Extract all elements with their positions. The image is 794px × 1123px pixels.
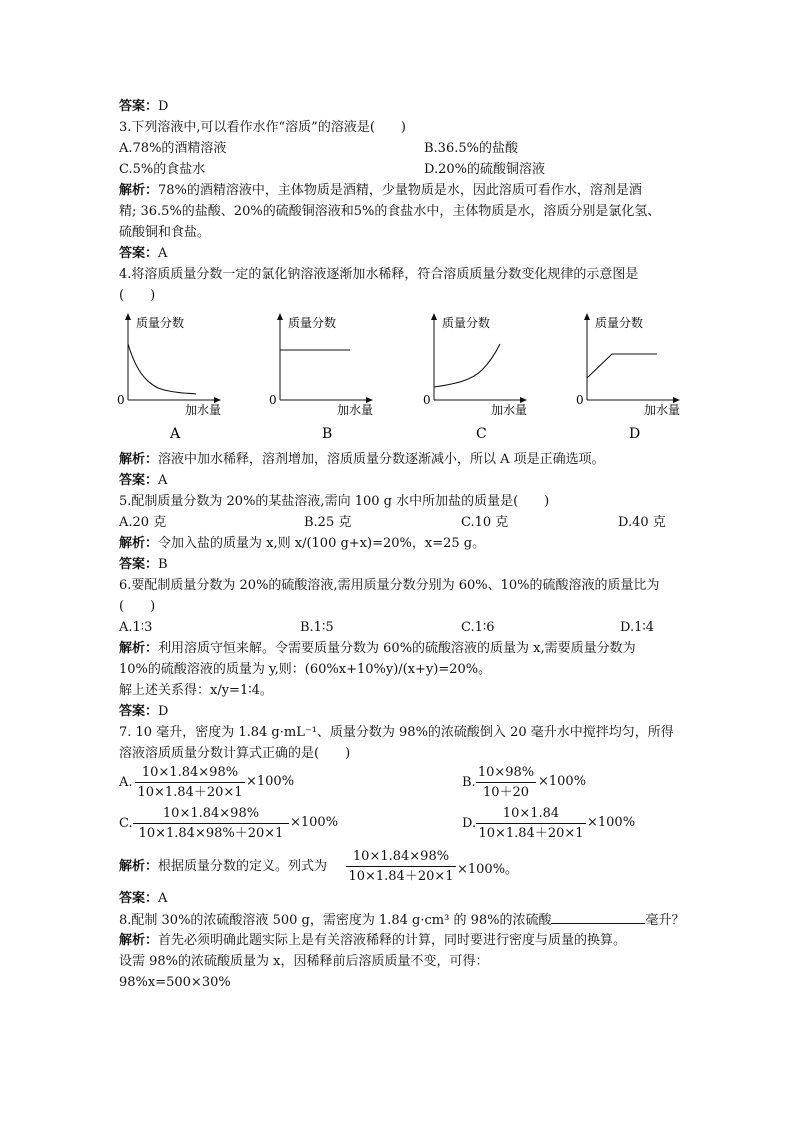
graph-label: C xyxy=(476,426,487,442)
numerator: 10×1.84×98% xyxy=(352,849,450,864)
q5-explanation: 解析：令加入盐的质量为 x,则 x/(100 g+x)=20%，x=25 g。 xyxy=(119,536,486,551)
q7-option-d-tail: ×100% xyxy=(587,815,636,830)
q7-answer: 答案：A xyxy=(119,891,168,906)
question-4-stem-line-1: 4.将溶质质量分数一定的氯化钠溶液逐渐加水稀释，符合溶质质量分数变化规律的示意图是 xyxy=(119,267,639,282)
question-6-stem-line-1: 6.要配制质量分数为 20%的硫酸溶液,需用质量分数分别为 60%、10%的硫酸溶液的质量比为 xyxy=(119,578,660,593)
denominator: 10×1.84＋20×1 xyxy=(137,785,243,800)
q7-option-a-fraction xyxy=(135,764,245,801)
q6-explanation-line-3: 解上述关系得：x/y=1∶4。 xyxy=(119,683,273,698)
q6-answer: 答案：D xyxy=(119,704,169,719)
y-axis-arrow xyxy=(584,313,590,320)
question-8-stem: 8.配制 30%的浓硫酸溶液 500 g，需密度为 1.84 g·cm³ 的 98%的浓硫酸 毫升？ xyxy=(119,913,685,928)
graph-label: D xyxy=(629,426,641,442)
question-7-stem-line-1: 7. 10 毫升，密度为 1.84 g·mL⁻¹、质量分数为 98%的浓硫酸倒入 20 毫升水中搅拌均匀，所得 xyxy=(119,725,674,740)
fraction-bar xyxy=(135,782,245,783)
answer-blank xyxy=(551,911,645,924)
x-axis-label: 加水量 xyxy=(337,403,374,417)
numerator: 10×1.84×98% xyxy=(141,765,239,780)
origin-label: 0 xyxy=(576,393,584,407)
q6-option-c: C.1∶6 xyxy=(461,620,495,635)
q8-explanation-line-1: 解析：首先必须明确此题实际上是有关溶液稀释的计算，同时要进行密度与质量的换算。 xyxy=(119,933,627,948)
denominator: 10×1.84×98%＋20×1 xyxy=(138,826,284,841)
denominator: 10＋20 xyxy=(482,785,530,800)
q6-option-b: B.1∶5 xyxy=(300,620,334,635)
q3-option-a: A.78%的酒精溶液 xyxy=(119,141,227,156)
curve-rise-then-flat xyxy=(587,354,657,378)
question-5-stem: 5.配制质量分数为 20%的某盐溶液,需向 100 g 水中所加盐的质量是( ) xyxy=(119,494,550,509)
q7-option-b-fraction xyxy=(476,764,536,801)
graph-b xyxy=(264,310,384,445)
q5-option-a: A.20 克 xyxy=(119,515,167,530)
numerator: 10×1.84×98% xyxy=(162,806,260,821)
q7-option-d-letter: D. xyxy=(462,816,477,831)
origin-label: 0 xyxy=(117,393,125,407)
q5-option-c: C.10 克 xyxy=(461,515,509,530)
curve-decreasing xyxy=(128,344,196,394)
graph-label: B xyxy=(322,426,333,442)
origin-label: 0 xyxy=(269,393,277,407)
q3-answer: 答案：A xyxy=(119,246,168,261)
fraction-bar xyxy=(476,823,586,824)
q6-explanation-line-1: 解析：利用溶质守恒来解。令需要质量分数为 60%的硫酸溶液的质量为 x,需要质量分数为 xyxy=(119,641,636,656)
q4-answer: 答案：A xyxy=(119,473,168,488)
origin-label: 0 xyxy=(423,393,431,407)
denominator: 10×1.84＋20×1 xyxy=(478,826,584,841)
x-axis-label: 加水量 xyxy=(185,403,222,417)
graph-c xyxy=(418,310,538,445)
q5-option-d: D.40 克 xyxy=(618,515,666,530)
q3-option-d: D.20%的硫酸铜溶液 xyxy=(424,162,545,177)
question-7-stem-line-2: 溶液溶质质量分数计算式正确的是( ) xyxy=(119,746,351,761)
q7-explanation-tail: ×100%。 xyxy=(457,862,519,877)
fraction-bar xyxy=(476,782,536,783)
q4-explanation: 解析：溶液中加水稀释，溶剂增加，溶质质量分数逐渐减小，所以 A 项是正确选项。 xyxy=(119,452,605,467)
fraction-bar xyxy=(346,866,456,867)
q7-option-c-tail: ×100% xyxy=(290,815,339,830)
y-axis-arrow xyxy=(125,313,131,320)
q7-explanation: 解析：根据质量分数的定义。列式为 xyxy=(119,859,328,874)
y-axis-label: 质量分数 xyxy=(136,316,185,330)
x-axis-label: 加水量 xyxy=(644,403,681,417)
y-axis-label: 质量分数 xyxy=(442,316,491,330)
y-axis-label: 质量分数 xyxy=(288,316,337,330)
q7-option-a-letter: A. xyxy=(119,775,133,790)
numerator: 10×98% xyxy=(477,765,535,780)
q6-explanation-line-2: 10%的硫酸溶液的质量为 y,则：(60%x+10%y)/(x+y)=20%。 xyxy=(119,662,492,677)
question-4-stem-line-2: ( ) xyxy=(119,288,156,303)
q3-explanation-line-2: 精; 36.5%的盐酸、20%的硫酸铜溶液和5%的食盐水中，主体物质是水，溶质分别是氯化氢、 xyxy=(119,204,661,219)
x-axis-label: 加水量 xyxy=(491,403,528,417)
q3-explanation-line-3: 硫酸铜和食盐。 xyxy=(119,225,211,240)
answer-line: 答案：D xyxy=(119,99,169,114)
numerator: 10×1.84 xyxy=(502,806,560,821)
q3-explanation-line-1: 解析：78%的酒精溶液中，主体物质是酒精，少量物质是水，因此溶质可看作水，溶剂是酒 xyxy=(119,183,642,198)
q7-option-b-letter: B. xyxy=(462,775,476,790)
question-3-stem: 3.下列溶液中,可以看作水作“溶质”的溶液是( ) xyxy=(119,120,406,135)
q7-option-c-fraction xyxy=(133,805,289,842)
question-6-stem-line-2: ( ) xyxy=(119,599,156,614)
q7-option-b-tail: ×100% xyxy=(538,774,587,789)
q7-option-d-fraction xyxy=(476,805,586,842)
y-axis-arrow xyxy=(431,313,437,320)
graph-a xyxy=(112,310,232,445)
q6-option-d: D.1∶4 xyxy=(620,620,655,635)
q5-answer: 答案：B xyxy=(119,557,168,572)
denominator: 10×1.84＋20×1 xyxy=(348,869,454,884)
q8-explanation-line-2: 设需 98%的浓硫酸质量为 x，因稀释前后溶质质量不变，可得： xyxy=(119,954,489,969)
q3-option-c: C.5%的食盐水 xyxy=(119,162,206,177)
fraction-bar xyxy=(133,823,289,824)
q7-option-a-tail: ×100% xyxy=(246,774,295,789)
q7-explanation-fraction xyxy=(346,848,456,885)
q5-option-b: B.25 克 xyxy=(304,515,352,530)
y-axis-label: 质量分数 xyxy=(595,316,644,330)
graph-d xyxy=(571,310,691,445)
graph-label: A xyxy=(170,426,181,442)
q7-option-c-letter: C. xyxy=(119,816,133,831)
y-axis-arrow xyxy=(277,313,283,320)
q8-explanation-line-3: 98%x=500×30% xyxy=(119,975,231,990)
q6-option-a: A.1∶3 xyxy=(119,620,153,635)
curve-increasing xyxy=(434,344,500,387)
q3-option-b: B.36.5%的盐酸 xyxy=(424,141,518,156)
